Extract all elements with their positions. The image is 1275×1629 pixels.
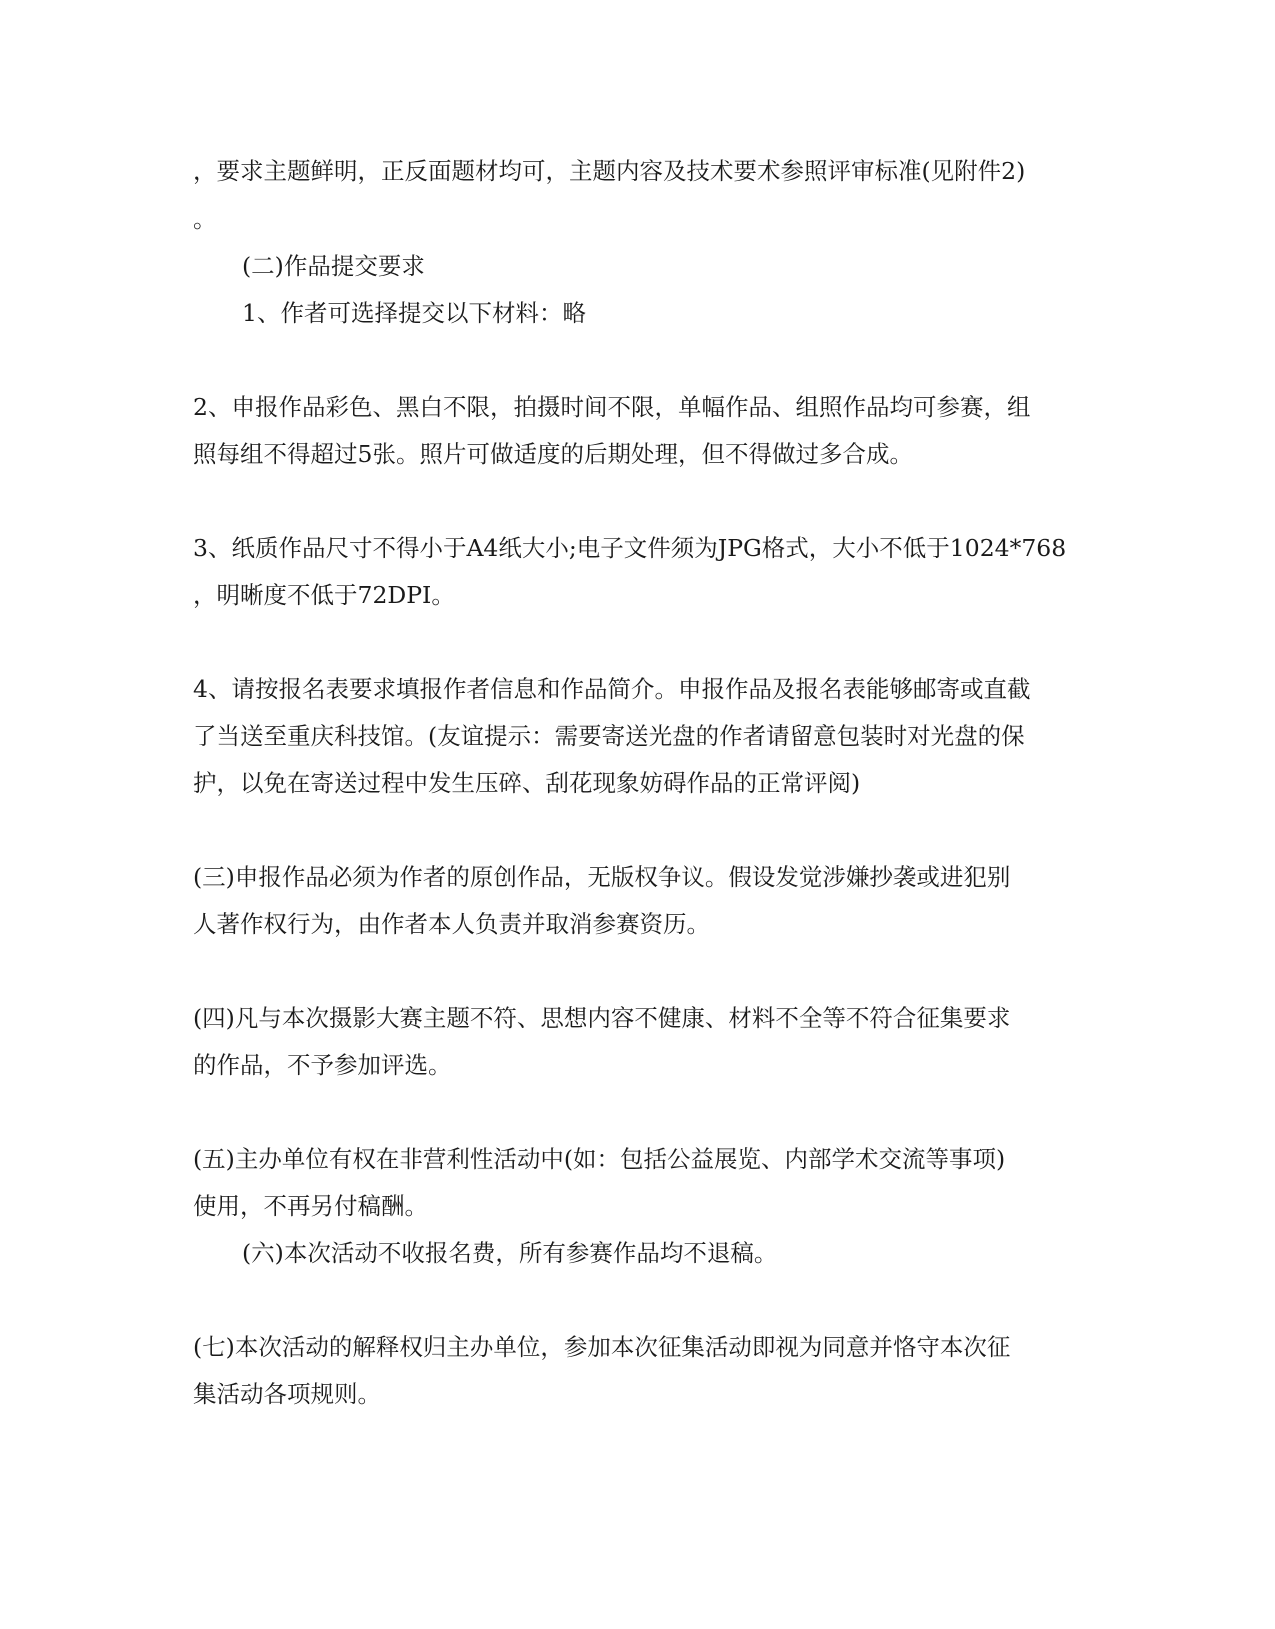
item-2-line-1: 2、申报作品彩色、黑白不限，拍摄时间不限，单幅作品、组照作品均可参赛，组	[193, 393, 1031, 421]
section-6-line-1: (六)本次活动不收报名费，所有参赛作品均不退稿。	[242, 1239, 778, 1267]
section-7-line-2: 集活动各项规则。	[193, 1380, 381, 1408]
item-1-line-1: 1、作者可选择提交以下材料：略	[242, 299, 586, 327]
section-4-line-1: (四)凡与本次摄影大赛主题不符、思想内容不健康、材料不全等不符合征集要求	[193, 1004, 1011, 1032]
item-3-line-1: 3、纸质作品尺寸不得小于A4纸大小;电子文件须为JPG格式，大小不低于1024*768	[193, 534, 1067, 562]
section-5-line-2: 使用，不再另付稿酬。	[193, 1192, 428, 1220]
item-3-line-2: ，明晰度不低于72DPI。	[193, 581, 455, 609]
section-3-line-2: 人著作权行为，由作者本人负责并取消参赛资历。	[193, 910, 710, 938]
item-4-line-2: 了当送至重庆科技馆。(友谊提示：需要寄送光盘的作者请留意包装时对光盘的保	[193, 722, 1025, 750]
section-2-heading: (二)作品提交要求	[242, 252, 425, 280]
section-5-line-1: (五)主办单位有权在非营利性活动中(如：包括公益展览、内部学术交流等事项)	[193, 1145, 1006, 1173]
section-3-line-1: (三)申报作品必须为作者的原创作品，无版权争议。假设发觉涉嫌抄袭或进犯别	[193, 863, 1011, 891]
item-4-line-1: 4、请按报名表要求填报作者信息和作品简介。申报作品及报名表能够邮寄或直截	[193, 675, 1031, 703]
paragraph-continuation-line-1: ，要求主题鲜明，正反面题材均可，主题内容及技术要术参照评审标准(见附件2)	[193, 157, 1026, 185]
item-2-line-2: 照每组不得超过5张。照片可做适度的后期处理，但不得做过多合成。	[193, 440, 913, 468]
section-4-line-2: 的作品，不予参加评选。	[193, 1051, 452, 1079]
item-4-line-3: 护，以免在寄送过程中发生压碎、刮花现象妨碍作品的正常评阅)	[193, 769, 861, 797]
section-7-line-1: (七)本次活动的解释权归主办单位，参加本次征集活动即视为同意并恪守本次征	[193, 1333, 1011, 1361]
paragraph-continuation-line-2: 。	[193, 205, 217, 233]
